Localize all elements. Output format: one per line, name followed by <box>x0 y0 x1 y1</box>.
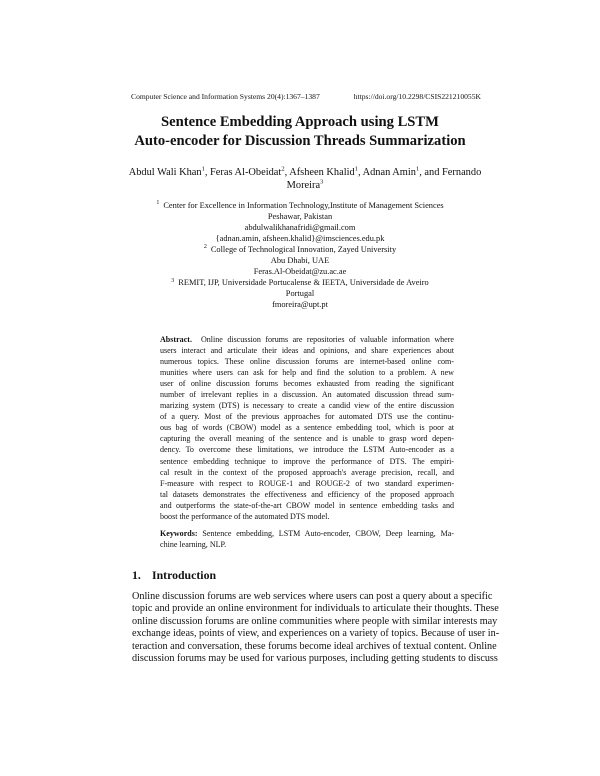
affiliation-mark: 2 <box>281 165 285 173</box>
affiliation-mark: 1 <box>415 165 420 173</box>
affiliation-line: $^3$ REMIT, IJP, Universidade Portucalense & IEETA, Universidade de Aveiro <box>171 277 429 288</box>
affiliation-number: 1 <box>156 200 160 207</box>
author-line <box>120 180 490 193</box>
body-line: discussion forums may be used for various purposes, including getting students to discuss <box>132 653 498 665</box>
author-name: Moreira <box>286 179 321 191</box>
email[interactable]: fmoreira@upt.pt <box>272 300 328 310</box>
body-line: teraction and conversation, these forums become ideal archives of textual content. Online <box>132 640 497 652</box>
abstract-line: user of online discussion forums becomes exhausted from reading the significant <box>160 379 454 389</box>
email[interactable]: {adnan.amin, afsheen.khalid}@imsciences.edu.pk <box>215 234 385 244</box>
affiliation-line: $^2$ College of Technological Innovation, Zayed University <box>203 244 397 255</box>
abstract-line: marizing system (DTS) is necessary to create a candid view of the entire discussion <box>160 401 454 411</box>
section-title: Introduction <box>152 568 217 582</box>
abstract-line: dency. To overcome these limitations, we introduce the LSTM Auto-encoder as a <box>160 445 454 455</box>
affiliation-mark: 3 <box>320 178 324 186</box>
abstract-line: munities where users can ask for help and find the solution to a problem. A new <box>160 368 454 378</box>
abstract-line: and outperforms the state-of-the-art CBOW model in sentence embedding tasks and <box>160 500 454 510</box>
author-line: Abdul Wali Khan$^1$, Feras Al-Obeidat$^2$, Afsheen Khalid$^1$, Adnan Amin$^1$, and Fernando <box>128 165 482 178</box>
author-name: Abdul Wali Khan <box>128 167 202 178</box>
abstract-label: Abstract. <box>160 335 192 344</box>
email[interactable]: Feras.Al-Obeidat@zu.ac.ae <box>253 267 347 277</box>
affiliation-number: 2 <box>203 244 207 251</box>
section-number: 1. <box>132 568 141 582</box>
affiliation-line: Peshawar, Pakistan <box>267 212 333 222</box>
abstract-line: capturing the overall meaning of the sentence and is unable to grasp word depen- <box>160 434 454 444</box>
paper-title <box>80 113 520 151</box>
title-line: Sentence Embedding Approach using LSTM <box>161 114 439 130</box>
author-name: Afsheen Khalid <box>289 167 355 178</box>
affiliation-line: Portugal <box>285 289 315 299</box>
abstract-line: tal datasets demonstrates the effectiveness and efficiency of the proposed approach <box>160 489 454 499</box>
abstract <box>160 334 454 550</box>
abstract-line: number of irrelevant replies in a discussion. An automated discussion thread sum- <box>160 390 454 400</box>
affiliation-line: Abu Dhabi, UAE <box>270 256 330 266</box>
author-name: Adnan Amin <box>362 167 416 178</box>
running-header <box>131 92 481 101</box>
abstract-line: users interact and articulate their ideas and opinions, and share experiences about <box>160 346 454 356</box>
affiliation-mark: 1 <box>354 165 358 173</box>
abstract-line: F-measure with respect to ROUGE-1 and ROUGE-2 of two standard experimen- <box>160 478 454 488</box>
title-line: Auto-encoder for Discussion Threads Summarization <box>134 133 466 149</box>
email[interactable]: abdulwalikhanafridi@gmail.com <box>244 223 356 233</box>
abstract-line: cal result in the context of the proposed approach's average precision, recall, and <box>160 467 454 477</box>
affiliation-number: 3 <box>171 277 175 284</box>
author-name: Feras Al-Obeidat <box>210 167 282 178</box>
abstract-line: boost the performance of the automated DTS model. <box>160 511 330 521</box>
body-line: online discussion forums are online communities where people with similar interests may <box>132 615 498 627</box>
section-heading <box>132 568 216 583</box>
author-name: and Fernando <box>424 167 482 178</box>
affiliation-mark: 1 <box>201 165 205 173</box>
doi-link[interactable]: https://doi.org/10.2298/CSIS221210055K <box>353 92 481 101</box>
abstract-line: ous bag of words (CBOW) model as a sentence embedding tool, which is poor at <box>160 423 454 433</box>
abstract-line: Abstract. Online discussion forums are repositories of valuable information where <box>160 335 454 344</box>
affiliations <box>100 200 500 310</box>
journal-citation: Computer Science and Information Systems 20(4):1367–1387 <box>131 92 320 101</box>
body-line: Online discussion forums are web services where users can post a query about a specific <box>132 591 493 602</box>
body-line: exchange ideas, points of view, and experiences on a variety of topics. Because of user in- <box>132 628 500 640</box>
author-list <box>120 167 490 192</box>
abstract-line: sentence embedding technique to improve the performance of DTS. The empiri- <box>160 456 454 466</box>
keywords-label: Keywords: <box>160 528 198 538</box>
abstract-line: numerous topics. These online discussion forums are internet-based online com- <box>160 357 454 367</box>
body-line: topic and provide an online environment for individuals to articulate their thoughts. These <box>132 603 499 615</box>
keywords-line: chine learning, NLP. <box>160 539 227 549</box>
keywords: Keywords: Sentence embedding, LSTM Auto-encoder, CBOW, Deep learning, Ma- <box>160 528 454 538</box>
affiliation-line: $^1$ Center for Excellence in Information Technology,Institute of Management Sciences <box>156 200 444 210</box>
intro-paragraph <box>132 591 500 666</box>
abstract-line: of a query. Most of the previous approaches for automated DTS use the continu- <box>160 412 454 422</box>
